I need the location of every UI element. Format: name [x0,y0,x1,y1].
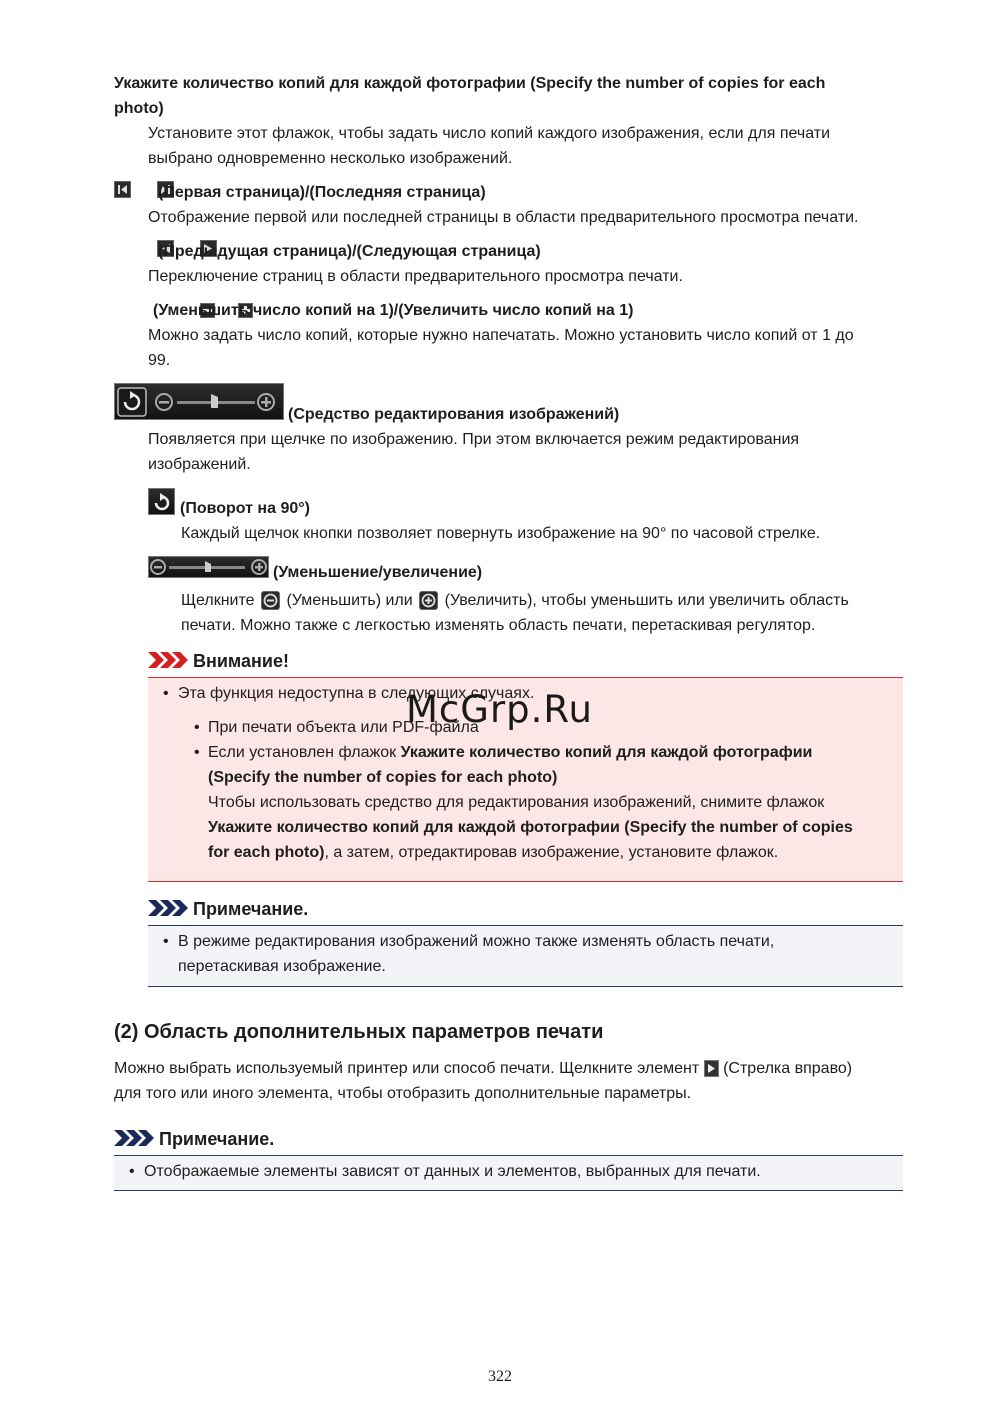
zoom-in-icon[interactable] [419,591,438,610]
zoom-desc-a: Щелкните [181,592,255,609]
rotate-90-icon[interactable] [148,488,175,515]
copies-heading-line2: photo) [114,100,164,117]
note1-item-line1: В режиме редактирования изображений можно также изменять область печати, [178,933,775,950]
editor-desc-line2: изображений. [148,456,251,473]
note1-bullet: • [163,933,169,950]
section2-desc-line1 [114,1056,852,1081]
first-page-icon[interactable] [114,181,131,198]
watermark-text: McGrp.Ru [406,688,593,731]
zoom-out-icon[interactable] [261,591,280,610]
note2-item: Отображаемые элементы зависят от данных и элементов, выбранных для печати. [144,1163,761,1180]
caution-sub1: При печати объекта или PDF-файла [208,719,479,736]
editor-desc-line1: Появляется при щелчке по изображению. При этом включается режим редактирования [148,431,800,448]
section2-desc-line2: для того или иного элемента, чтобы отобразить дополнительные параметры. [114,1085,692,1102]
note2-bullet: • [129,1163,135,1180]
rotate-desc: Каждый щелчок кнопки позволяет повернуть изображение на 90° по часовой стрелке. [181,525,821,542]
caution-sub2-f: for each photo) [208,844,325,861]
copies-pm-label: (Уменьшить число копий на 1)/(Увеличить число копий на 1) [153,302,634,319]
prev-next-desc: Переключение страниц в области предварительного просмотра печати. [148,268,683,285]
page-number: 322 [488,1368,512,1385]
section2-desc-b: (Стрелка вправо) [723,1060,853,1077]
caution-sub2-line1 [208,740,812,765]
prev-next-label: (Предыдущая страница)/(Следующая страница) [158,243,541,260]
caution-sub2-line-last [208,840,778,865]
zoom-label: (Уменьшение/увеличение) [273,564,483,581]
caution-sub2-a: Если установлен флажок [208,744,397,761]
zoom-desc-b: (Уменьшить) или [286,592,413,609]
section2-title: (2) Область дополнительных параметров печати [114,1021,604,1043]
image-editing-toolbar[interactable] [114,383,284,420]
zoom-desc-line1 [181,588,849,613]
caution-bullet-1: • [163,685,169,702]
caution-title: Внимание! [193,651,289,671]
note2-title: Примечание. [159,1129,275,1149]
section2-desc-a: Можно выбрать используемый принтер или способ печати. Щелкните элемент [114,1060,700,1077]
right-arrow-icon[interactable] [704,1060,719,1077]
note-arrows-icon [148,900,190,916]
rotate-label: (Поворот на 90°) [180,500,310,517]
caution-arrows-icon [148,652,190,668]
copies-pm-desc-line1: Можно задать число копий, которые нужно напечатать. Можно установить число копий от 1 до [148,327,854,344]
caution-sub2-c: (Specify the number of copies for each photo) [208,769,558,786]
copies-heading-line1: Укажите количество копий для каждой фотографии (Specify the number of copies for each [114,75,826,92]
caution-sub2-b: Укажите количество копий для каждой фотографии [400,744,813,761]
copies-desc-line2: выбрано одновременно несколько изображений. [148,150,513,167]
note2-arrows-icon [114,1130,156,1146]
copies-pm-desc-line2: 99. [148,352,171,369]
editor-label: (Средство редактирования изображений) [288,406,620,423]
zoom-desc-c: (Увеличить), чтобы уменьшить или увеличить область [444,592,849,609]
caution-sub-bullet-1: • [194,719,200,736]
note1-title: Примечание. [193,899,309,919]
caution-sub2-e: Укажите количество копий для каждой фотографии (Specify the number of copies [208,819,853,836]
zoom-slider-icon[interactable] [148,556,269,578]
note1-item-line2: перетаскивая изображение. [178,958,386,975]
caution-sub2-d: Чтобы использовать средство для редактирования изображений, снимите флажок [208,794,825,811]
zoom-desc-line2: печати. Можно также с легкостью изменять область печати, перетаскивая регулятор. [181,617,816,634]
caution-sub2-g: , а затем, отредактировав изображение, установите флажок. [324,844,779,861]
caution-item1: Эта функция недоступна в следующих случаях. [178,685,535,702]
first-last-desc: Отображение первой или последней страницы в области предварительного просмотра печати. [148,209,859,226]
copies-desc-line1: Установите этот флажок, чтобы задать число копий каждого изображения, если для печати [148,125,831,142]
first-last-label: (Первая страница)/(Последняя страница) [158,184,486,201]
caution-sub-bullet-2: • [194,744,200,761]
